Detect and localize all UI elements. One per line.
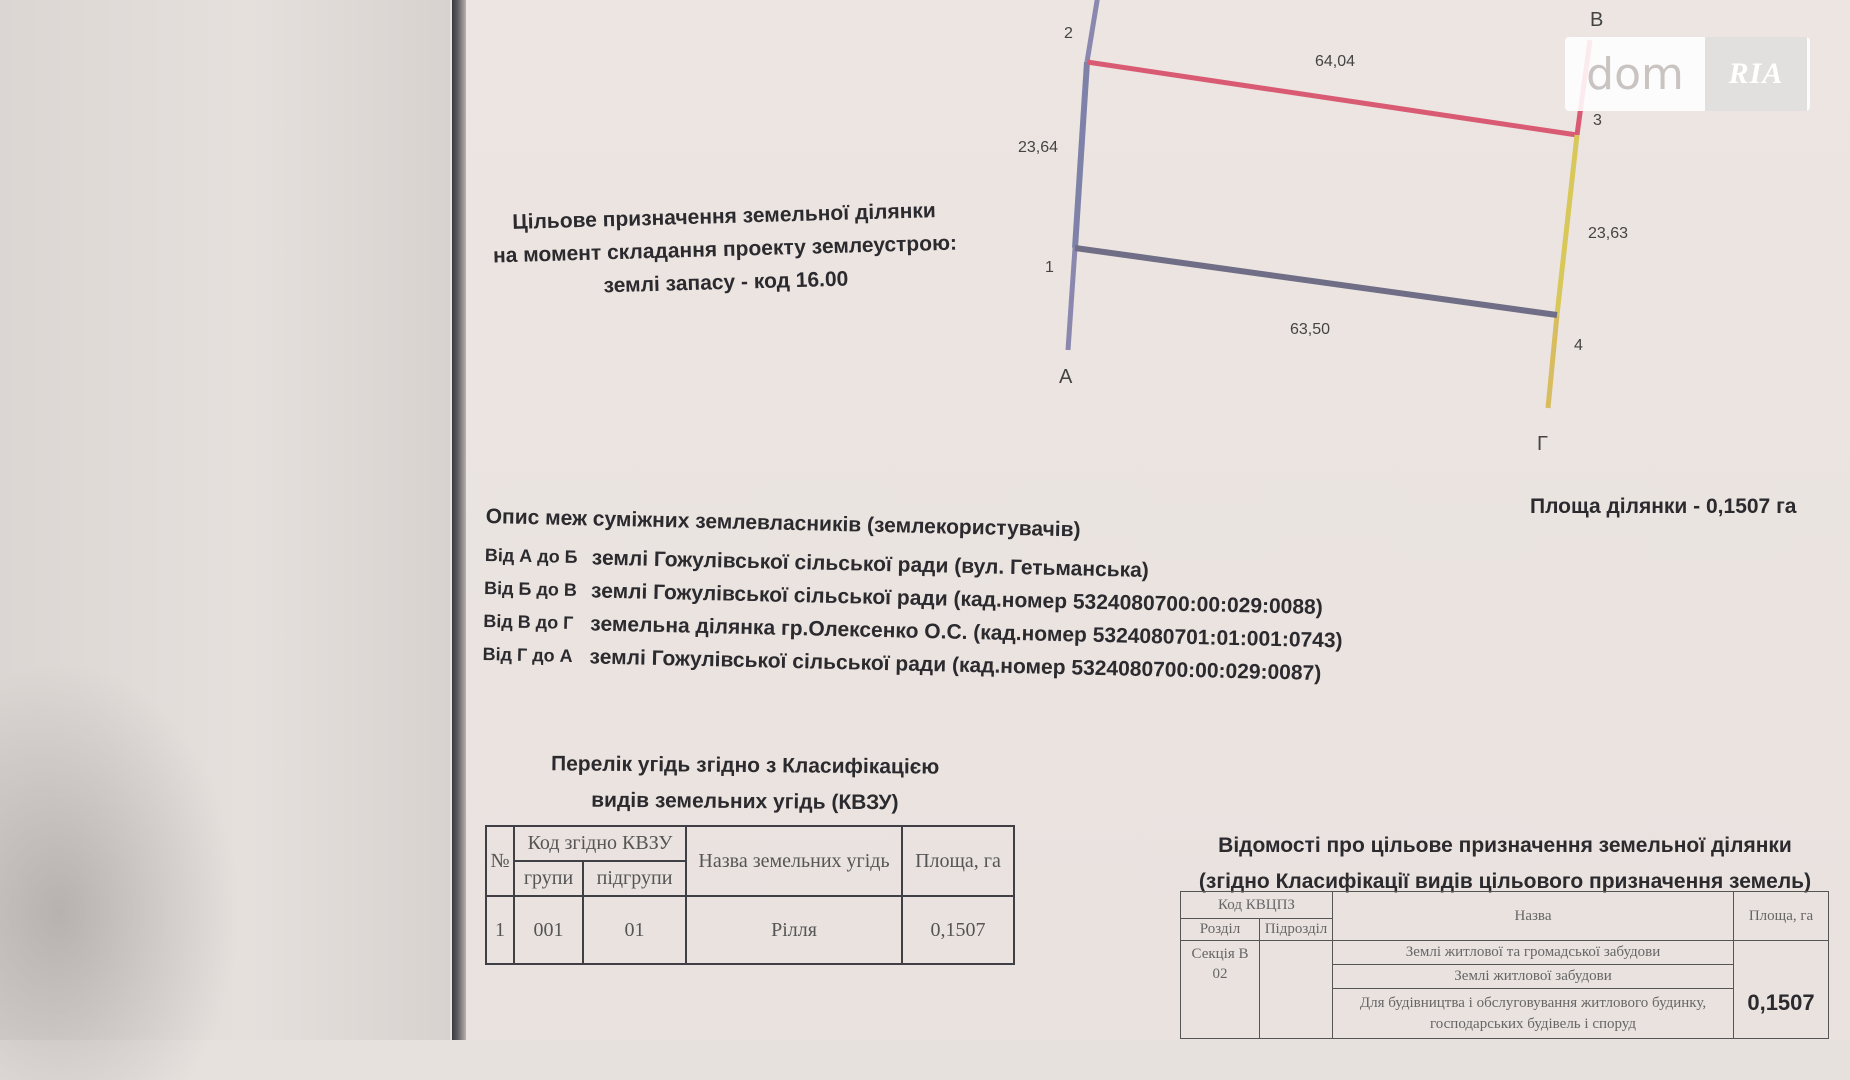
boundary-south-extension — [1068, 248, 1075, 350]
neighbors-description — [482, 505, 1345, 690]
header-kvcpz-name: Назва — [1333, 892, 1734, 941]
cell-kvcpz-area: 0,1507 — [1734, 941, 1829, 1039]
header-section: Розділ — [1181, 919, 1260, 941]
neighbor-row-text: землі Гожулівської сільської ради (вул. Гетьманська) — [591, 546, 1150, 583]
length-1-2: 23,64 — [1018, 139, 1059, 156]
header-subsection: Підрозділ — [1260, 919, 1333, 941]
section-code: 02 — [1212, 966, 1228, 982]
header-group: групи — [514, 861, 583, 896]
table-row — [486, 896, 1014, 964]
neighbor-row-label: Від Б до В — [483, 577, 578, 601]
logo-ria-text: RIA — [1728, 57, 1784, 90]
header-no: № — [486, 826, 514, 896]
point-3-label: 3 — [1593, 112, 1602, 129]
boundary-1-2 — [1075, 62, 1087, 248]
cell-name-3: Для будівництва і обслуговування житлового будинку, господарських будівель і споруд — [1333, 989, 1734, 1039]
boundary-3-4 — [1557, 135, 1577, 315]
cell-name-2: Землі житлової забудови — [1333, 965, 1734, 989]
logo-dom-text: dom — [1586, 48, 1684, 100]
point-g-label: Г — [1537, 433, 1548, 455]
boundary-north-extension — [1087, 0, 1098, 62]
point-2-label: 2 — [1064, 25, 1073, 42]
kvzu-table — [485, 825, 1015, 965]
purpose-table-title-line-1: Відомості про цільове призначення земельної ділянки — [1218, 834, 1792, 857]
cell-area: 0,1507 — [902, 896, 1014, 964]
purpose-table-title — [1175, 828, 1835, 900]
cell-group: 001 — [514, 896, 583, 964]
section-value: Секція В — [1191, 946, 1249, 962]
boundary-2-3 — [1087, 62, 1577, 135]
purpose-line-2: на момент складання проекту землеустрою: — [492, 231, 958, 268]
neighbor-row-text: земельна ділянка гр.Олексенко О.С. (кад.номер 5324080701:01:001:0743) — [590, 612, 1343, 653]
point-1-label: 1 — [1045, 259, 1054, 276]
cell-subsection — [1260, 941, 1333, 1039]
purpose-line-1: Цільове призначення земельної ділянки — [512, 199, 937, 234]
kvzu-title-line-2: видів земельних угідь (КВЗУ) — [591, 788, 899, 815]
cell-no: 1 — [486, 896, 514, 964]
header-subgroup: підгрупи — [583, 861, 686, 896]
neighbor-row-label: Від А до Б — [484, 544, 578, 568]
length-2-3: 64,04 — [1315, 53, 1356, 70]
shadow — [0, 660, 240, 1080]
length-4-1: 63,50 — [1290, 321, 1331, 338]
neighbor-row-label: Від Г до А — [482, 643, 573, 667]
neighbor-row-label: Від В до Г — [483, 610, 574, 634]
header-kvcpz-code: Код КВЦПЗ — [1181, 892, 1333, 919]
header-area: Площа, га — [902, 826, 1014, 896]
plot-area: Площа ділянки - 0,1507 га — [1530, 495, 1797, 518]
neighbor-row-text: землі Гожулівської сільської ради (кад.номер 5324080700:00:029:0088) — [590, 579, 1323, 620]
cell-section — [1181, 941, 1260, 1039]
kvzu-title — [500, 746, 991, 822]
kvzu-title-line-1: Перелік угідь згідно з Класифікацією — [550, 752, 940, 779]
page-binding — [452, 0, 466, 1040]
dom-ria-logo[interactable] — [1565, 37, 1810, 111]
point-4-label: 4 — [1574, 337, 1583, 354]
target-purpose-block — [489, 193, 962, 305]
purpose-table-title-line-2: (згідно Класифікації видів цільового призначення земель) — [1198, 870, 1812, 893]
boundary-south-extension-2 — [1548, 315, 1557, 408]
kvcpz-table — [1180, 891, 1829, 1039]
cell-name-1: Землі житлової та громадської забудови — [1333, 941, 1734, 965]
point-a-label: А — [1059, 366, 1073, 388]
header-code: Код згідно КВЗУ — [514, 826, 686, 861]
point-b-label: В — [1590, 9, 1604, 31]
header-name: Назва земельних угідь — [686, 826, 902, 896]
length-3-4: 23,63 — [1588, 225, 1629, 242]
cell-name: Рілля — [686, 896, 902, 964]
neighbors-title: Опис меж суміжних землевласників (землекористувачів) — [485, 505, 1081, 542]
neighbor-row-text: землі Гожулівської сільської ради (кад.номер 5324080700:00:029:0087) — [589, 645, 1322, 685]
cell-subgroup: 01 — [583, 896, 686, 964]
header-kvcpz-area: Площа, га — [1734, 892, 1829, 941]
boundary-4-1 — [1075, 248, 1557, 315]
logo-ria-box — [1705, 37, 1807, 111]
purpose-line-3: землі запасу - код 16.00 — [603, 267, 849, 298]
